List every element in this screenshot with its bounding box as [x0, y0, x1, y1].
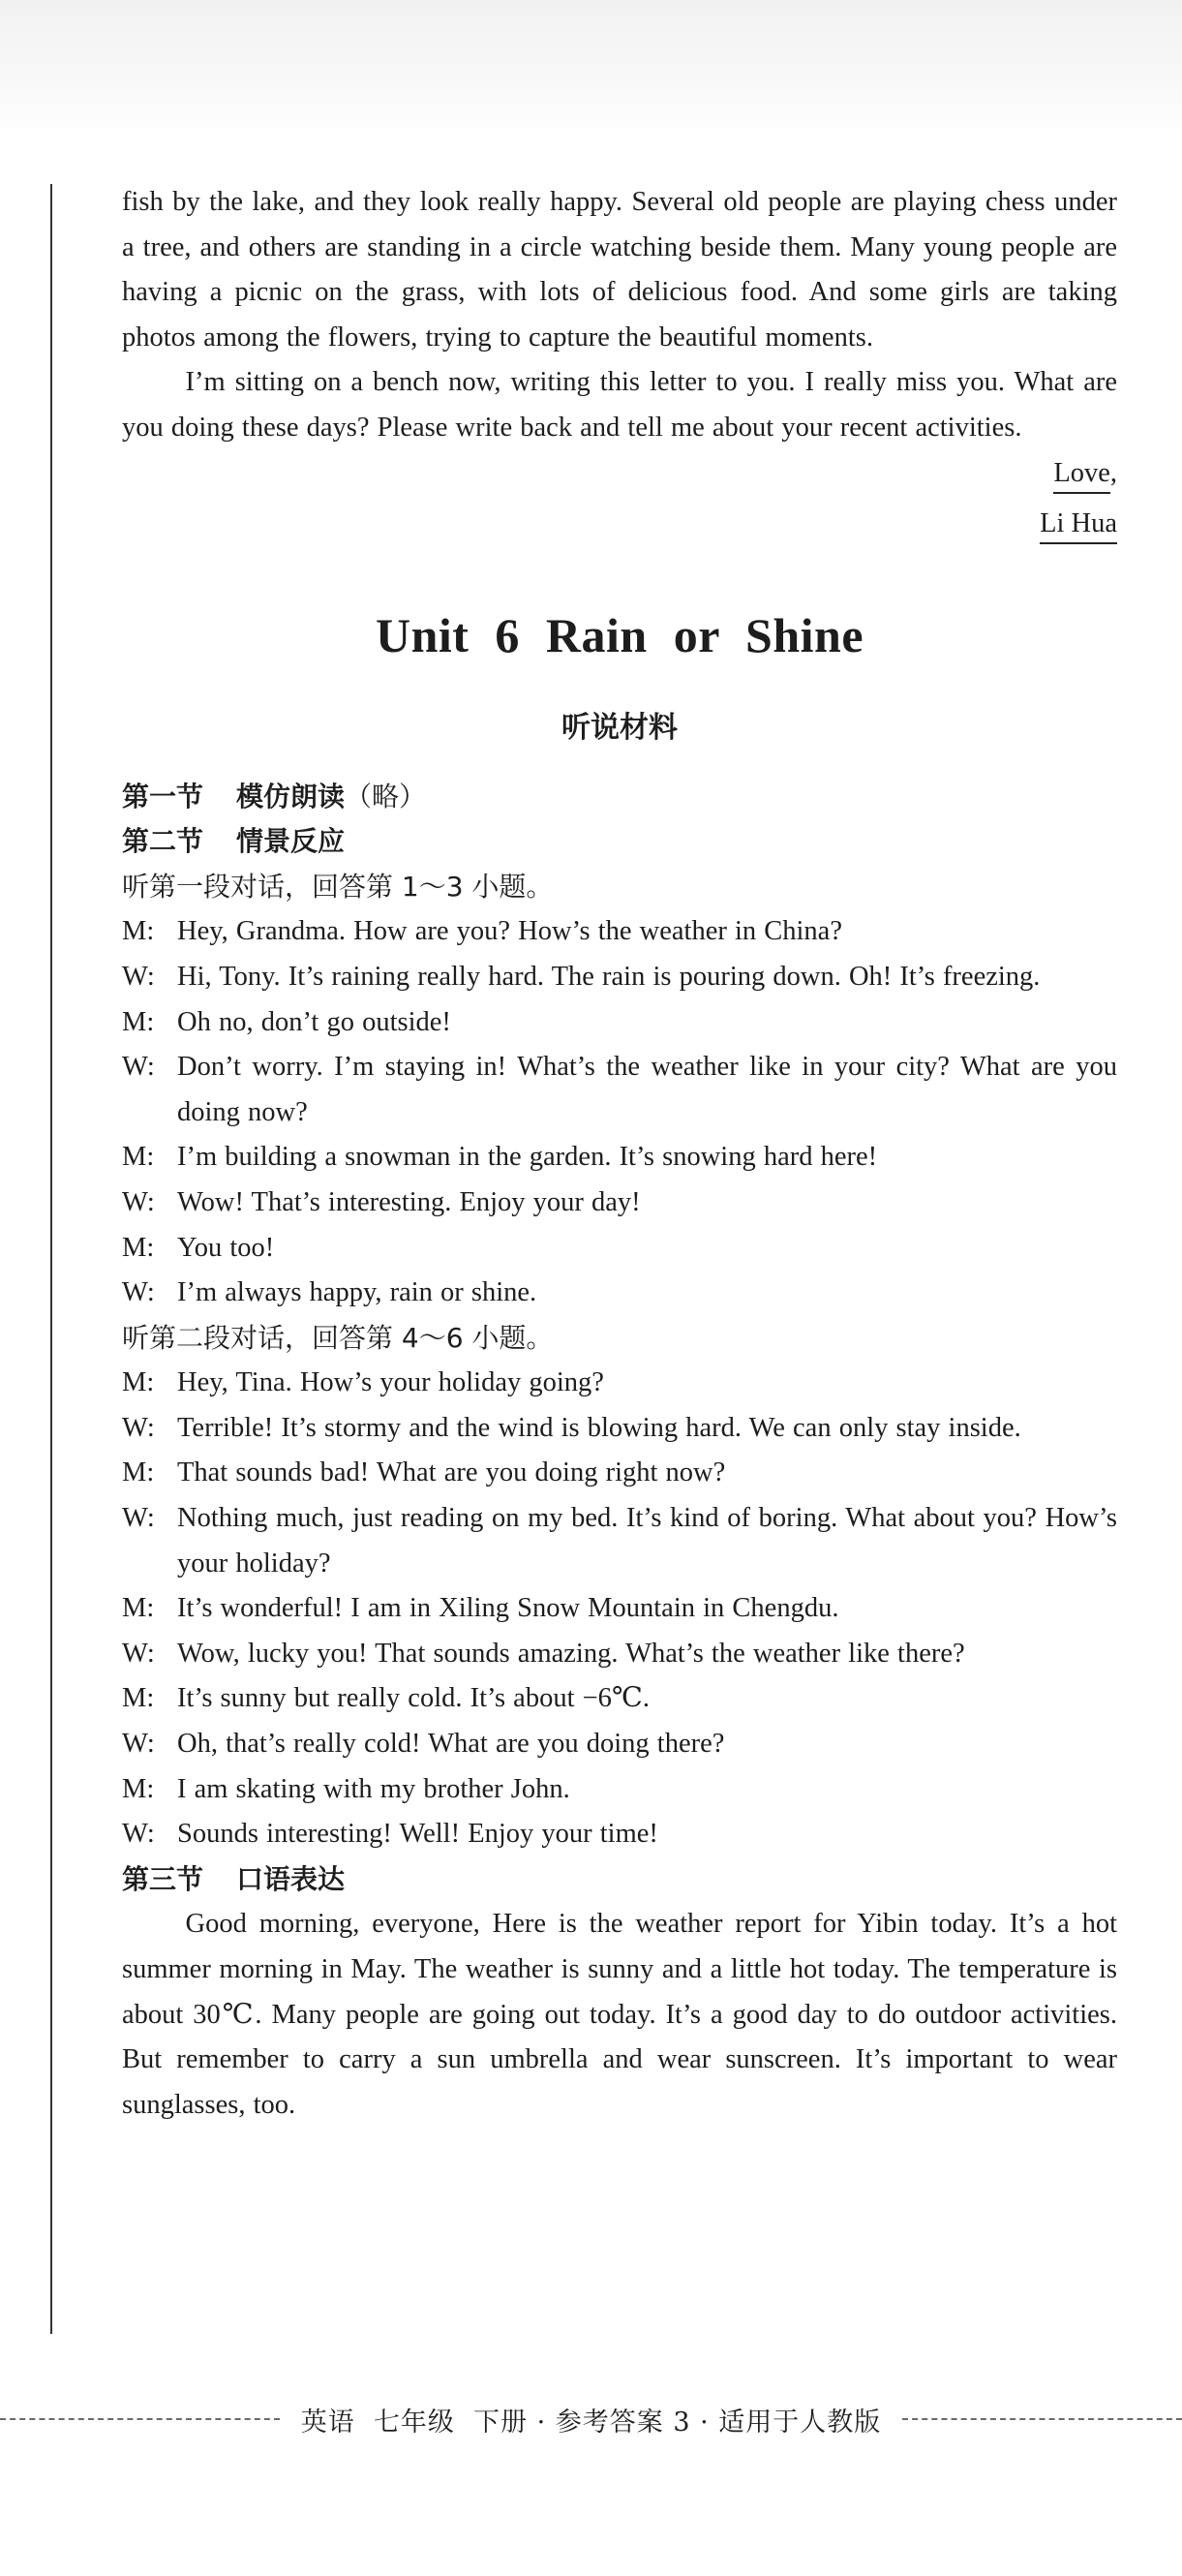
dialogue-line — [122, 1226, 1117, 1272]
utterance: Nothing much, just reading on my bed. It’s kind of boring. What about you? How’s your holiday? — [177, 1503, 1117, 1579]
section-2-heading — [122, 819, 1117, 865]
speaker-label: M: — [122, 1593, 155, 1624]
dialogue-line — [122, 1722, 1117, 1767]
section-2-label: 第二节 — [122, 825, 204, 858]
unit-title: Unit 6 Rain or Shine — [375, 607, 864, 662]
utterance: That sounds bad! What are you doing right now? — [177, 1457, 726, 1488]
footer-dash-left — [0, 2418, 280, 2420]
speaker-label: M: — [122, 1683, 155, 1714]
section-2-title: 情景反应 — [236, 825, 346, 858]
section-1-title: 模仿朗读 — [236, 780, 346, 813]
utterance: I am skating with my brother John. — [177, 1773, 570, 1804]
utterance: Wow! That’s interesting. Enjoy your day! — [177, 1186, 641, 1217]
speaker-label: W: — [122, 961, 155, 992]
dialogue-line — [122, 1496, 1117, 1586]
dialogue-line — [122, 1135, 1117, 1181]
section-1-note: （略） — [345, 780, 427, 813]
utterance: Sounds interesting! Well! Enjoy your time! — [177, 1819, 658, 1850]
speaker-label: M: — [122, 1006, 155, 1037]
margin-rule — [50, 184, 52, 2334]
dialogue-line — [122, 1181, 1117, 1226]
letter-paragraph-1: fish by the lake, and they look really happy. Several old people are playing chess under a tree, and others are standing in a circle watching beside them. Many young people are having a picnic on the grass, with lots of delicious food. And some girls are taking photos among the flowers, trying to capture the beautiful moments. — [122, 187, 1117, 353]
speaker-label: W: — [122, 1503, 155, 1534]
utterance: Don’t worry. I’m staying in! What’s the weather like in your city? What are you doing now? — [177, 1052, 1117, 1127]
speaker-label: M: — [122, 1773, 155, 1804]
speaker-label: M: — [122, 1457, 155, 1488]
utterance: Terrible! It’s stormy and the wind is blowing hard. We can only stay inside. — [177, 1412, 1021, 1443]
utterance: It’s wonderful! I am in Xiling Snow Mountain in Chengdu. — [177, 1593, 839, 1624]
dialogue-line — [122, 1632, 1117, 1677]
utterance: Hi, Tony. It’s raining really hard. The rain is pouring down. Oh! It’s freezing. — [177, 961, 1041, 992]
dialogue-line — [122, 1767, 1117, 1813]
dialogue-2-instruction: 听第二段对话，回答第 4～6 小题。 — [122, 1321, 554, 1354]
dialogue-line — [122, 909, 1117, 955]
dialogue-line — [122, 1812, 1117, 1857]
speaker-label: M: — [122, 916, 155, 947]
utterance: It’s sunny but really cold. It’s about −6℃. — [177, 1683, 650, 1714]
closing-word: Love — [1053, 455, 1110, 494]
dialogue-line — [122, 1271, 1117, 1316]
dialogue-1-instruction: 听第一段对话，回答第 1～3 小题。 — [122, 870, 554, 903]
closing-punct: , — [1109, 457, 1117, 488]
speaker-label: W: — [122, 1186, 155, 1217]
dialogue-line — [122, 1586, 1117, 1632]
utterance: Oh, that’s really cold! What are you doing there? — [177, 1729, 725, 1760]
utterance: I’m always happy, rain or shine. — [177, 1277, 537, 1308]
speaker-label: W: — [122, 1819, 155, 1850]
speaker-label: W: — [122, 1412, 155, 1443]
dialogue-line — [122, 1361, 1117, 1406]
speaker-label: M: — [122, 1232, 155, 1263]
utterance: You too! — [177, 1232, 275, 1263]
speaker-label: W: — [122, 1052, 155, 1083]
footer-dash-right — [902, 2418, 1182, 2420]
page-top-shade — [0, 0, 1182, 145]
utterance: Hey, Grandma. How are you? How’s the weather in China? — [177, 916, 842, 947]
letter-paragraph-2: I’m sitting on a bench now, writing this letter to you. I really miss you. What are you doing these days? Please write back and tell me about your recent activities. — [122, 367, 1117, 443]
weather-report-text: Good morning, everyone, Here is the weather report for Yibin today. It’s a hot summer morning in May. The weather is sunny and a little hot today. The temperature is about 30℃. Many people are going out today. It’s a good day to do outdoor activities. But remember to carry a sun umbrella and wear sunscreen. It’s important to wear sunglasses, too. — [122, 1909, 1117, 2120]
footer-text: 英语 七年级 下册 · 参考答案 3 · 适用于人教版 — [300, 2407, 882, 2438]
letter-signature — [122, 502, 1117, 552]
section-title: 听说材料 — [561, 710, 678, 745]
section-3-label: 第三节 — [122, 1862, 204, 1895]
utterance: Wow, lucky you! That sounds amazing. What’s the weather like there? — [177, 1638, 965, 1669]
speaker-label: M: — [122, 1142, 155, 1173]
page-footer — [0, 2398, 1182, 2440]
dialogue-line — [122, 1406, 1117, 1452]
section-1-heading — [122, 775, 1117, 820]
page-content — [122, 180, 1117, 2128]
letter-closing — [122, 451, 1117, 502]
speaker-label: W: — [122, 1638, 155, 1669]
dialogue-line — [122, 1676, 1117, 1722]
section-3-title: 口语表达 — [236, 1862, 346, 1895]
dialogue-line — [122, 1451, 1117, 1496]
dialogue-line — [122, 955, 1117, 1000]
section-3-heading — [122, 1857, 1117, 1903]
dialogue-line — [122, 1000, 1117, 1046]
utterance: Oh no, don’t go outside! — [177, 1006, 451, 1037]
signature-name: Li Hua — [1040, 506, 1117, 544]
utterance: Hey, Tina. How’s your holiday going? — [177, 1367, 604, 1398]
speaker-label: W: — [122, 1729, 155, 1760]
speaker-label: W: — [122, 1277, 155, 1308]
dialogue-line — [122, 1045, 1117, 1135]
speaker-label: M: — [122, 1367, 155, 1398]
section-1-label: 第一节 — [122, 780, 204, 813]
utterance: I’m building a snowman in the garden. It’s snowing hard here! — [177, 1142, 878, 1173]
